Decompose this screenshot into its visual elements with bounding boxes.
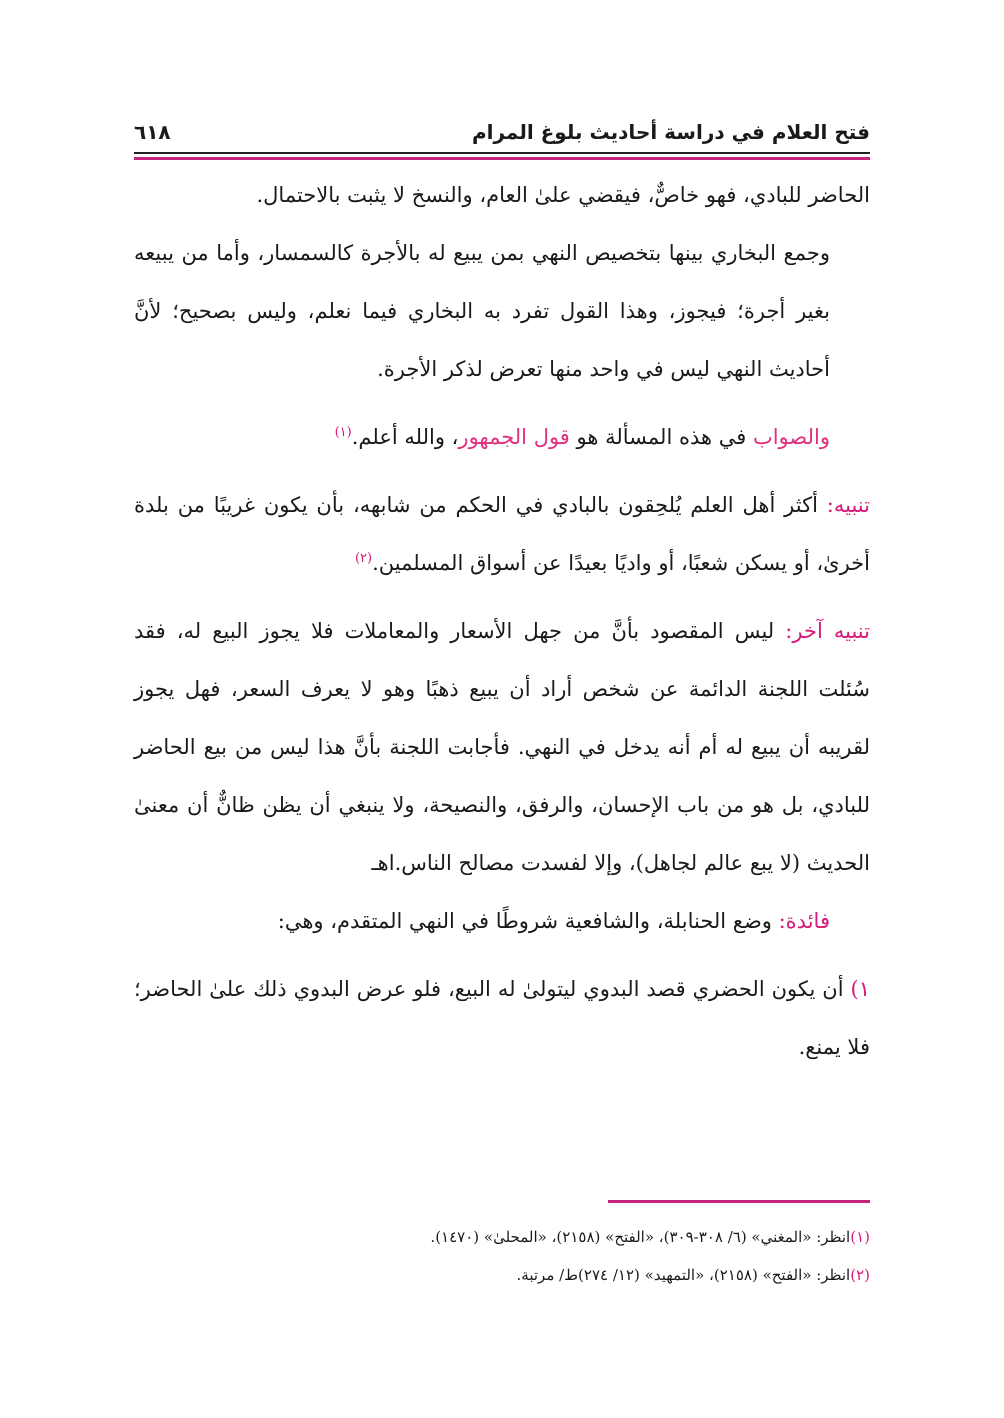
paragraph-conclusion [134,408,870,466]
paragraph-another-note [134,602,870,892]
paragraph-continuation: الحاضر للبادي، فهو خاصٌّ، فيقضي علىٰ العام، والنسخ لا يثبت بالاحتمال. [256,183,870,207]
footnote-1 [134,1218,870,1256]
condition-text: أن يكون الحضري قصد البدوي ليتولىٰ له البيع، فلو عرض البدوي ذلك علىٰ الحاضر؛ فلا يمنع. [134,977,870,1059]
benefit-label: فائدة: [778,909,830,933]
running-title: فتح العلام في دراسة أحاديث بلوغ المرام [471,120,870,144]
list-item-condition-1 [134,960,870,1076]
conclusion-text: في هذه المسألة هو [569,425,753,449]
footnote-separator [608,1200,870,1203]
note-text: أكثر أهل العلم يُلحِقون بالبادي في الحكم من شابهه، بأن يكون غريبًا من بلدة أخرىٰ، أو يسكن شعبًا، أو واديًا بعيدًا عن أسواق المسلمين. [134,493,870,575]
footnote-ref-2[interactable]: (٢) [354,551,373,566]
note-label: تنبيه: [826,493,870,517]
header-rule-dark [134,152,870,154]
footnote-text: انظر: «المغني» (٦/ ٣٠٨-٣٠٩)، «الفتح» (٢١٥٨)، «المحلىٰ» (١٤٧٠). [430,1228,851,1246]
benefit-text: وضع الحنابلة، والشافعية شروطًا في النهي المتقدم، وهي: [277,909,779,933]
footnote-ref-1[interactable]: (١) [334,425,352,440]
footnote-number: (٢) [850,1266,870,1284]
footnote-text: انظر: «الفتح» (٢١٥٨)، «التمهيد» (١٢/ ٢٧٤)ط/ مرتبة. [516,1266,851,1284]
highlight-sawab: والصواب [752,425,830,449]
conclusion-end: ، والله أعلم. [351,425,459,449]
body-text [134,166,870,1076]
paragraph-benefit [134,892,870,950]
paragraph-bukhari: وجمع البخاري بينها بتخصيص النهي بمن يبيع له بالأجرة كالسمسار، وأما من يبيعه بغير أجرة؛ فيجوز، وهذا القول تفرد به البخاري فيما نعلم، وليس بصحيح؛ لأنَّ أحاديث النهي ليس في واحد منها تعرض لذكر الأجرة. [134,241,830,381]
another-note-text: ليس المقصود بأنَّ من جهل الأسعار والمعاملات فلا يجوز البيع له، فقد سُئلت اللجنة الدائمة عن شخص أراد أن يبيع ذهبًا وهو لا يعرف السعر، فهل يجوز لقريبه أن يبيع له أم أنه يدخل في النهي. فأجابت اللجنة بأنَّ هذا ليس من بيع الحاضر للبادي، بل هو من باب الإحسان، والرفق، والنصيحة، ولا ينبغي أن يظن ظانٌّ أن معنىٰ الحديث (لا يبع عالم لجاهل)، وإلا لفسدت مصالح الناس.اهـ [134,619,870,875]
paragraph-note [134,476,870,592]
header-rule-accent [134,157,870,160]
page-header [134,118,870,154]
another-note-label: تنبيه آخر: [785,619,870,643]
list-number: ١) [850,977,870,1001]
footnote-number: (١) [850,1228,870,1246]
footnote-2 [134,1256,870,1294]
highlight-jumhur: قول الجمهور [458,425,570,449]
footnotes [134,1218,870,1294]
page-number: ٦١٨ [134,120,171,144]
